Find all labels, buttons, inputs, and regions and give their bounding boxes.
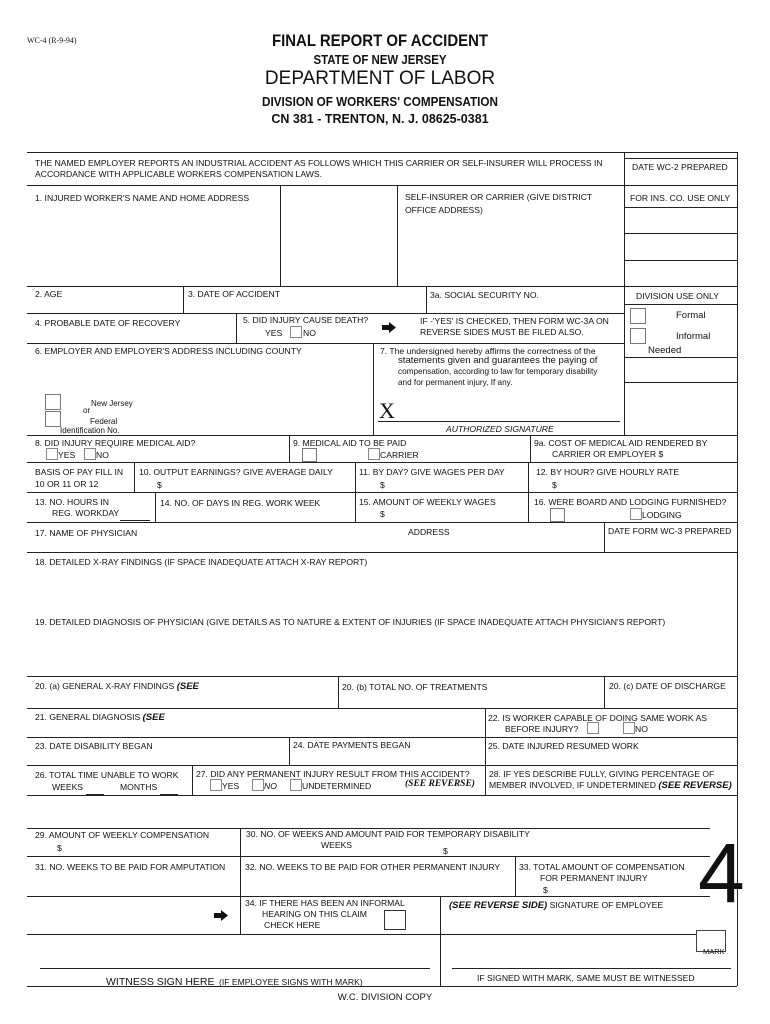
rule	[27, 552, 737, 553]
rule	[624, 207, 737, 208]
or-label: or	[83, 406, 91, 415]
needed-label: Needed	[648, 345, 682, 356]
rule	[378, 421, 620, 422]
field-22-line-1: 22. IS WORKER CAPABLE OF DOING SAME WORK AS	[488, 713, 708, 723]
field-2-age-label: 2. AGE	[35, 289, 63, 299]
field-34-line-1: 34. IF THERE HAS BEEN AN INFORMAL	[245, 898, 405, 908]
field-17-address-label: ADDRESS	[408, 527, 450, 537]
field-13-line-2: REG. WORKDAY	[52, 508, 120, 518]
field-30-weeks-label: WEEKS	[321, 840, 353, 850]
rule	[624, 382, 737, 383]
department-name: DEPARTMENT OF LABOR	[264, 68, 496, 89]
hours-underline	[120, 520, 150, 521]
field-11-dollar: $	[380, 480, 385, 490]
rule	[485, 708, 486, 795]
division-use-label: DIVISION USE ONLY	[636, 291, 719, 301]
rule	[373, 343, 374, 435]
field-20b-label: 20. (b) TOTAL NO. OF TREATMENTS	[342, 682, 488, 692]
field-29-dollar: $	[57, 843, 62, 853]
field-29-label: 29. AMOUNT OF WEEKLY COMPENSATION	[35, 830, 210, 840]
field-5-yes-label: YES	[265, 328, 283, 338]
informal-checkbox[interactable]	[630, 328, 646, 344]
form-code: WC-4 (R-9-94)	[27, 36, 77, 45]
field-7-line-2: statements given and guarantees the paying of	[398, 355, 598, 366]
rule	[27, 435, 737, 436]
field-1-worker-name-label: 1. INJURED WORKER'S NAME AND HOME ADDRESS	[35, 193, 250, 203]
rule	[27, 522, 737, 523]
field-8-medical-aid-label: 8. DID INJURY REQUIRE MEDICAL AID?	[35, 438, 196, 448]
field-16-label: 16. WERE BOARD AND LODGING FURNISHED?	[534, 497, 727, 507]
see-reverse-side: (SEE REVERSE SIDE)	[449, 900, 548, 911]
months-underline	[160, 794, 178, 796]
carrier-label-line-2: OFFICE ADDRESS)	[405, 205, 483, 215]
field-30-line-1: 30. NO. OF WEEKS AND AMOUNT PAID FOR TEMPORARY DISABILITY	[246, 829, 530, 839]
field-3-date-of-accident-label: 3. DATE OF ACCIDENT	[188, 289, 280, 299]
field-7-line-1: 7. The undersigned hereby affirms the correctness of the	[380, 346, 596, 356]
field-10-label: 10. OUTPUT EARNINGS? GIVE AVERAGE DAILY	[139, 467, 333, 477]
field-27-undetermined-label: UNDETERMINED	[302, 781, 372, 791]
field-12-label: 12. BY HOUR? GIVE HOURLY RATE	[536, 467, 680, 477]
rule	[624, 152, 625, 435]
signature-x-mark: X	[379, 398, 395, 423]
rule	[289, 435, 290, 462]
field-28-line-2	[489, 780, 732, 791]
formal-label: Formal	[676, 310, 706, 321]
field-27-undetermined-checkbox[interactable]	[290, 779, 302, 791]
field-15-label: 15. AMOUNT OF WEEKLY WAGES	[359, 497, 496, 507]
rule	[440, 896, 441, 986]
if-yes-note-line-2: REVERSE SIDES MUST BE FILED ALSO.	[420, 327, 584, 337]
field-5-no-label: NO	[303, 328, 316, 338]
federal-label: Federal	[90, 417, 118, 426]
field-26-label: 26. TOTAL TIME UNABLE TO WORK	[35, 770, 179, 780]
field-11-label: 11. BY DAY? GIVE WAGES PER DAY	[359, 467, 505, 477]
rule	[27, 708, 737, 709]
field-9-carrier-checkbox[interactable]	[368, 448, 380, 460]
field-20c-label: 20. (c) DATE OF DISCHARGE	[609, 681, 726, 691]
field-25-label: 25. DATE INJURED RESUMED WORK	[488, 741, 639, 751]
field-5-no-checkbox[interactable]	[290, 326, 302, 338]
field-7-line-3: compensation, according to law for temporary disability	[398, 367, 598, 376]
employee-mark-line	[452, 968, 731, 969]
field-9-employer-checkbox[interactable]	[302, 448, 317, 462]
if-signed-with-mark-label: IF SIGNED WITH MARK, SAME MUST BE WITNESSED	[477, 973, 695, 983]
field-22-line-2: BEFORE INJURY?	[505, 724, 579, 734]
field-20a-label	[35, 681, 199, 692]
rule	[192, 765, 193, 795]
mark-label: MARK	[703, 947, 725, 956]
field-16-lodging-checkbox[interactable]	[630, 508, 642, 520]
federal-id-checkbox[interactable]	[45, 411, 61, 427]
witness-sign-here: WITNESS SIGN HERE	[106, 976, 215, 988]
rule	[27, 185, 737, 186]
field-4-recovery-label: 4. PROBABLE DATE OF RECOVERY	[35, 318, 181, 328]
field-20a-see-reverse: (SEE	[176, 681, 199, 692]
rule	[604, 676, 605, 708]
authorized-signature-label: AUTHORIZED SIGNATURE	[446, 424, 554, 434]
field-8-no-checkbox[interactable]	[84, 448, 96, 460]
field-9-paid-label: 9. MEDICAL AID TO BE PAID	[293, 438, 407, 448]
copy-number: 4	[698, 826, 745, 920]
field-22-yes-checkbox[interactable]	[587, 722, 599, 734]
identification-label: Identification No.	[60, 426, 120, 435]
rule	[27, 934, 710, 935]
rule	[530, 435, 531, 462]
field-27-yes-label: YES	[222, 781, 240, 791]
field-27-no-checkbox[interactable]	[252, 779, 264, 791]
rule	[624, 158, 737, 159]
rule	[183, 286, 184, 313]
field-9a-line-1: 9a. COST OF MEDICAL AID RENDERED BY	[534, 438, 708, 448]
field-33-line-1: 33. TOTAL AMOUNT OF COMPENSATION	[519, 862, 685, 872]
ins-co-use-label: FOR INS. CO. USE ONLY	[630, 193, 731, 203]
field-27-label: 27. DID ANY PERMANENT INJURY RESULT FROM THIS ACCIDENT?	[196, 769, 470, 779]
rule	[27, 152, 737, 153]
rule	[27, 492, 737, 493]
field-22-no-checkbox[interactable]	[623, 722, 635, 734]
rule	[280, 185, 281, 286]
field-27-yes-checkbox[interactable]	[210, 779, 222, 791]
field-16-board-checkbox[interactable]	[550, 508, 565, 522]
field-8-yes-label: YES	[58, 450, 76, 460]
weeks-underline	[86, 794, 104, 796]
rule	[236, 313, 237, 343]
field-6-employer-label: 6. EMPLOYER AND EMPLOYER'S ADDRESS INCLUDING COUNTY	[35, 346, 302, 356]
field-5-death-label: 5. DID INJURY CAUSE DEATH?	[243, 315, 369, 325]
field-27-no-label: NO	[264, 781, 277, 791]
field-22-no-label: NO	[635, 724, 648, 734]
field-33-dollar: $	[543, 885, 548, 895]
rule	[27, 313, 624, 314]
form-title: FINAL REPORT OF ACCIDENT	[271, 31, 489, 50]
field-28-see-reverse: (SEE REVERSE)	[658, 780, 732, 791]
field-33-line-2: FOR PERMANENT INJURY	[540, 873, 648, 883]
field-27-see-reverse: (SEE REVERSE)	[405, 779, 475, 789]
field-18-xray-label: 18. DETAILED X-RAY FINDINGS (IF SPACE INADEQUATE ATTACH X-RAY REPORT)	[35, 557, 368, 567]
field-23-label: 23. DATE DISABILITY BEGAN	[35, 741, 153, 751]
field-21-text: 21. GENERAL DIAGNOSIS	[35, 712, 141, 722]
rule	[426, 286, 427, 313]
division-name: DIVISION OF WORKERS' COMPENSATION	[262, 94, 498, 109]
field-21-see-reverse: (SEE	[142, 712, 165, 723]
field-20a-text: 20. (a) GENERAL X-RAY FINDINGS	[35, 681, 175, 691]
new-jersey-id-checkbox[interactable]	[45, 394, 61, 410]
intro-line-1: THE NAMED EMPLOYER REPORTS AN INDUSTRIAL ACCIDENT AS FOLLOWS WHICH THIS CARRIER OR SELF-INSURER WILL PROCESS IN	[35, 158, 603, 168]
basis-of-pay-line-1: BASIS OF PAY FILL IN	[35, 467, 124, 477]
if-yes-note-line-1: IF -'YES' IS CHECKED, THEN FORM WC-3A ON	[420, 316, 609, 326]
rule	[27, 795, 737, 796]
field-21-label	[35, 712, 165, 723]
field-31-label: 31. NO. WEEKS TO BE PAID FOR AMPUTATION	[35, 862, 226, 872]
field-15-dollar: $	[380, 509, 385, 519]
field-13-line-1: 13. NO. HOURS IN	[35, 497, 110, 507]
rule	[134, 462, 135, 492]
field-8-yes-checkbox[interactable]	[46, 448, 58, 460]
basis-of-pay-line-2: 10 OR 11 OR 12	[35, 479, 99, 489]
field-17-physician-label: 17. NAME OF PHYSICIAN	[35, 528, 138, 538]
witness-signature-line	[40, 968, 430, 969]
rule	[27, 765, 737, 766]
rule	[27, 286, 737, 287]
informal-label: Informal	[676, 331, 711, 342]
field-10-dollar: $	[157, 480, 162, 490]
rule	[27, 856, 710, 857]
field-26-months-label: MONTHS	[120, 782, 158, 792]
rule	[604, 522, 605, 552]
signature-of-employee: SIGNATURE OF EMPLOYEE	[549, 900, 664, 910]
new-jersey-label: New Jersey	[91, 399, 133, 408]
field-34-hearing-checkbox[interactable]	[384, 910, 406, 930]
field-26-weeks-label: WEEKS	[52, 782, 84, 792]
rule	[27, 896, 710, 897]
carrier-label-line-1: SELF-INSURER OR CARRIER (GIVE DISTRICT	[405, 192, 593, 202]
rule	[528, 462, 529, 522]
division-address: CN 381 - TRENTON, N. J. 08625-0381	[271, 112, 489, 126]
field-16-lodging-label: LODGING	[642, 510, 682, 520]
date-wc3-prepared-label: DATE FORM WC-3 PREPARED	[608, 526, 732, 536]
field-28-line-1: 28. IF YES DESCRIBE FULLY, GIVING PERCENTAGE OF	[489, 769, 715, 779]
field-7-line-4: and for permanent injury, If any.	[398, 378, 513, 387]
rule	[27, 343, 624, 344]
field-28-text: MEMBER INVOLVED, IF UNDETERMINED	[489, 780, 656, 790]
intro-line-2: ACCORDANCE WITH APPLICABLE WORKERS COMPENSATION LAWS.	[35, 169, 322, 179]
state-name: STATE OF NEW JERSEY	[313, 52, 447, 67]
rule	[624, 304, 737, 305]
field-12-dollar: $	[552, 480, 557, 490]
field-8-no-label: NO	[96, 450, 109, 460]
rule	[27, 737, 737, 738]
rule	[624, 357, 737, 358]
employee-signature-label	[449, 900, 663, 911]
rule	[289, 737, 290, 765]
formal-checkbox[interactable]	[630, 308, 646, 324]
rule	[27, 676, 737, 677]
division-copy-label: W.C. DIVISION COPY	[337, 992, 433, 1003]
field-34-line-2: HEARING ON THIS CLAIM	[262, 909, 367, 919]
field-24-label: 24. DATE PAYMENTS BEGAN	[293, 740, 411, 750]
rule	[355, 462, 356, 522]
rule	[624, 260, 737, 261]
field-34-line-3: CHECK HERE	[264, 920, 321, 930]
field-9a-line-2: CARRIER OR EMPLOYER $	[552, 449, 664, 459]
field-14-label: 14. NO. OF DAYS IN REG. WORK WEEK	[160, 498, 321, 508]
date-wc2-prepared-label: DATE WC-2 PREPARED	[632, 162, 728, 172]
witness-sign-label	[106, 972, 363, 990]
rule	[155, 492, 156, 522]
rule	[624, 233, 737, 234]
rule	[397, 185, 398, 286]
rule	[240, 828, 241, 934]
rule	[515, 856, 516, 896]
field-9-carrier-label: CARRIER	[380, 450, 419, 460]
field-30-dollar: $	[443, 846, 448, 856]
pointing-hand-icon	[214, 908, 228, 926]
field-3a-ssn-label: 3a. SOCIAL SECURITY NO.	[430, 290, 539, 300]
witness-note: (IF EMPLOYEE SIGNS WITH MARK)	[218, 977, 363, 987]
rule	[338, 676, 339, 708]
pointing-hand-icon	[382, 320, 396, 338]
field-19-diagnosis-label: 19. DETAILED DIAGNOSIS OF PHYSICIAN (GIVE DETAILS AS TO NATURE & EXTENT OF INJURIES (IF SPACE INADEQUATE ATTACH PHYSICIAN'S REPORT)	[35, 617, 666, 627]
field-32-label: 32. NO. WEEKS TO BE PAID FOR OTHER PERMANENT INJURY	[245, 862, 501, 872]
